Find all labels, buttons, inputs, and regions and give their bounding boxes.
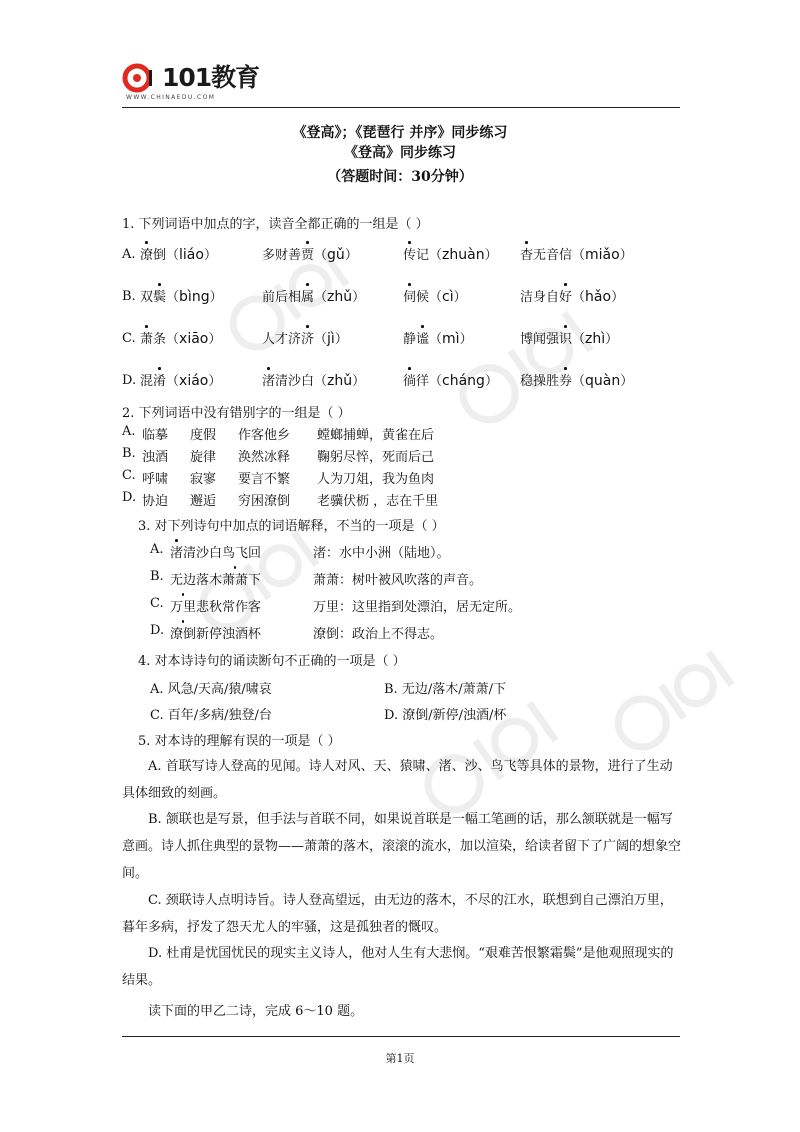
pinyin: zhì bbox=[585, 331, 606, 347]
verse-suffix: 悲秋常作客 bbox=[196, 600, 262, 615]
q1-stem: 1. 下列词语中加点的字，读音全都正确的一组是（ ） bbox=[122, 217, 429, 232]
q4-stem: 4. 对本诗诗句的诵读断句不正确的一项是（ ） bbox=[138, 654, 406, 669]
word-suffix: （ bbox=[166, 374, 180, 389]
verse-suffix: 下 bbox=[248, 573, 262, 588]
paren-close: ） bbox=[209, 290, 223, 305]
doc-subtitle: 《登高》同步练习 bbox=[344, 145, 456, 161]
pinyin: gǔ bbox=[327, 247, 345, 263]
paren-close: ） bbox=[352, 374, 366, 389]
pinyin-item bbox=[140, 370, 221, 389]
word-prefix: 洁身自 bbox=[520, 290, 560, 305]
paren-close: ） bbox=[344, 248, 358, 263]
q5-stem: 5. 对本诗的理解有误的一项是（ ） bbox=[138, 734, 341, 749]
explanation: 潦倒：政治上不得志。 bbox=[313, 627, 444, 642]
dotted-char: 属 bbox=[301, 286, 314, 305]
verse-suffix: 清沙白鸟飞回 bbox=[183, 546, 262, 561]
word-suffix: （ bbox=[314, 332, 328, 347]
pinyin-item bbox=[520, 286, 624, 305]
pinyin-item bbox=[262, 286, 365, 305]
option-label: A. bbox=[122, 247, 136, 262]
word-cell: 人为刀俎，我为鱼肉 bbox=[317, 472, 435, 487]
word-cell: 协迫 bbox=[142, 494, 169, 509]
pinyin-item bbox=[403, 370, 498, 389]
dotted-char: 伺 bbox=[403, 286, 416, 305]
pinyin: hǎo bbox=[585, 289, 612, 305]
q2-stem: 2. 下列词语中没有错别字的一组是（ ） bbox=[122, 406, 351, 421]
paren-close: ） bbox=[484, 374, 498, 389]
q5-option-a: A. 首联写诗人登高的见闻。诗人对风、天、猿啸、渚、沙、鸟飞等具体的景物，进行了生动具体细致的刻画。 bbox=[122, 759, 673, 801]
pinyin: zhuàn bbox=[442, 247, 485, 263]
dotted-char: 济 bbox=[301, 328, 314, 347]
verse-prefix: 无边落木 bbox=[170, 573, 223, 588]
brand-logo bbox=[122, 62, 282, 106]
paren-close: ） bbox=[611, 290, 625, 305]
option-text: 无边/落木/萧萧/下 bbox=[401, 682, 506, 697]
pinyin: mì bbox=[442, 331, 460, 347]
q3-stem: 3. 对下列诗句中加点的词语解释，不当的一项是（ ） bbox=[138, 519, 445, 534]
verse-suffix: 新停浊酒杯 bbox=[196, 627, 262, 642]
q4-option-a bbox=[150, 678, 272, 697]
dotted-word: 潦倒 bbox=[170, 623, 196, 642]
word-suffix: 记（ bbox=[416, 248, 443, 263]
option-label: C. bbox=[122, 331, 136, 346]
paren-close: ） bbox=[619, 248, 633, 263]
doc-title: 《登高》；《琵琶行 并序》同步练习 bbox=[292, 125, 508, 141]
option-text: 百年/多病/独登/台 bbox=[167, 708, 272, 723]
option-text: 风急/天高/猿/啸哀 bbox=[167, 682, 272, 697]
pinyin-item bbox=[403, 244, 498, 263]
option-label: C. bbox=[150, 708, 164, 723]
pinyin-item bbox=[520, 328, 618, 347]
word-prefix: 人才济 bbox=[262, 332, 302, 347]
word-prefix: 双 bbox=[140, 290, 154, 305]
pinyin-item bbox=[140, 328, 221, 347]
logo-url: WWW.CHINAEDU.COM bbox=[126, 94, 216, 101]
paren-close: ） bbox=[208, 374, 222, 389]
dotted-char: 识 bbox=[559, 328, 572, 347]
pinyin: bìng bbox=[179, 289, 210, 305]
word-cell: 浊酒 bbox=[142, 450, 169, 465]
q5-option-c: C. 颈联诗人点明诗旨。诗人登高望远，由无边的落木，不尽的江水，联想到自己漂泊万里，暮年多病，抒发了怨天尤人的牢骚，这是孤独者的慨叹。 bbox=[122, 893, 673, 935]
page-number: 第1页 bbox=[385, 1052, 415, 1065]
q5-option-d: D. 杜甫是忧国忧民的现实主义诗人，他对人生有大悲悯。“艰难苦恨繁霜鬓”是他观照现实的结果。 bbox=[122, 946, 674, 988]
dotted-char: 谧 bbox=[416, 328, 429, 347]
word-prefix: 静 bbox=[403, 332, 417, 347]
dotted-char: 渚 bbox=[262, 370, 275, 389]
q4-option-c bbox=[150, 704, 272, 723]
paren-close: ） bbox=[208, 332, 222, 347]
dotted-char: 贾 bbox=[301, 244, 314, 263]
dotted-char: 传 bbox=[403, 244, 416, 263]
verse-line bbox=[170, 569, 261, 588]
dotted-word: 渚 bbox=[170, 542, 183, 561]
pinyin: liáo bbox=[179, 247, 204, 263]
word-suffix: （ bbox=[314, 290, 328, 305]
option-label: D. bbox=[150, 623, 165, 638]
header-rule bbox=[122, 107, 680, 108]
dotted-char: 徜 bbox=[403, 370, 416, 389]
explanation: 万里：这里指到处漂泊，居无定所。 bbox=[313, 600, 522, 615]
pinyin: miǎo bbox=[585, 247, 620, 263]
paren-close: ） bbox=[453, 290, 467, 305]
verse-line bbox=[170, 596, 261, 615]
word-suffix: （ bbox=[572, 290, 586, 305]
pinyin-item bbox=[140, 244, 217, 263]
word-suffix: （ bbox=[166, 290, 180, 305]
option-label: A. bbox=[150, 542, 164, 557]
word-cell: 涣然冰释 bbox=[238, 450, 291, 465]
option-label: C. bbox=[150, 596, 164, 611]
word-cell: 旋律 bbox=[190, 450, 217, 465]
word-prefix: 稳操胜 bbox=[520, 374, 560, 389]
dotted-char: 杳 bbox=[520, 244, 533, 263]
logo-text: 101教育 bbox=[162, 63, 260, 92]
q4-option-d bbox=[384, 704, 506, 723]
answer-time: （答题时间：30分钟） bbox=[327, 169, 473, 185]
option-label: A. bbox=[122, 424, 136, 439]
word-suffix: （ bbox=[572, 374, 586, 389]
word-suffix: （ bbox=[572, 332, 586, 347]
paren-close: ） bbox=[334, 332, 348, 347]
q5-option-b: B. 颔联也是写景，但手法与首联不同，如果说首联是一幅工笔画的话，那么颔联就是一幅写意画。诗人抓住典型的景物——萧萧的落木，滚滚的流水，加以渲染，给读者留下了广阔的想象空间。 bbox=[122, 812, 682, 881]
word-suffix: 徉（ bbox=[416, 374, 443, 389]
pinyin-item bbox=[262, 370, 365, 389]
word-cell: 螳螂捕蝉，黄雀在后 bbox=[317, 428, 435, 443]
word-cell: 鞠躬尽悴，死而后己 bbox=[317, 450, 435, 465]
dotted-char: 鬓 bbox=[153, 286, 166, 305]
word-prefix: 混 bbox=[140, 374, 154, 389]
dotted-char: 券 bbox=[559, 370, 572, 389]
word-prefix: 多财善 bbox=[262, 248, 302, 263]
option-label: D. bbox=[122, 490, 137, 505]
word-prefix: 博闻强 bbox=[520, 332, 560, 347]
verse-line bbox=[170, 542, 261, 561]
pinyin-item bbox=[140, 286, 223, 305]
dotted-word: 萧萧 bbox=[222, 569, 248, 588]
pinyin: zhǔ bbox=[327, 289, 353, 305]
q4-option-b bbox=[384, 678, 506, 697]
pinyin: cháng bbox=[442, 373, 485, 389]
pinyin: quàn bbox=[585, 373, 621, 389]
option-label: C. bbox=[122, 468, 136, 483]
word-cell: 呼啸 bbox=[142, 472, 169, 487]
pinyin: xiáo bbox=[179, 373, 209, 389]
pinyin-item bbox=[403, 328, 473, 347]
pinyin-item bbox=[520, 370, 633, 389]
word-prefix: 前后相 bbox=[262, 290, 302, 305]
word-suffix: 清沙白（ bbox=[275, 374, 328, 389]
footer-rule bbox=[122, 1036, 680, 1037]
option-label: B. bbox=[150, 569, 164, 584]
explanation: 渚：水中小洲（陆地）。 bbox=[313, 546, 450, 561]
word-suffix: 条（ bbox=[153, 332, 180, 347]
explanation: 萧萧：树叶被风吹落的声音。 bbox=[313, 573, 483, 588]
verse-line bbox=[170, 623, 261, 642]
option-label: B. bbox=[122, 289, 136, 304]
word-cell: 寂寥 bbox=[190, 472, 217, 487]
paren-close: ） bbox=[352, 290, 366, 305]
pinyin: xiāo bbox=[179, 331, 209, 347]
word-cell: 穷困潦倒 bbox=[238, 494, 291, 509]
dotted-char: 萧 bbox=[140, 328, 153, 347]
pinyin-item bbox=[520, 244, 633, 263]
dotted-char: 好 bbox=[559, 286, 572, 305]
pinyin-item bbox=[262, 328, 348, 347]
dotted-char: 潦 bbox=[140, 244, 153, 263]
watermark-logo-icon bbox=[590, 640, 760, 760]
word-cell: 要言不繁 bbox=[238, 472, 291, 487]
option-label: B. bbox=[122, 446, 136, 461]
word-suffix: 倒（ bbox=[153, 248, 180, 263]
option-label: D. bbox=[384, 708, 399, 723]
word-cell: 邂逅 bbox=[190, 494, 217, 509]
option-label: B. bbox=[384, 682, 398, 697]
paren-close: ） bbox=[620, 374, 634, 389]
paren-close: ） bbox=[605, 332, 619, 347]
option-label: D. bbox=[122, 373, 137, 388]
pinyin: cì bbox=[442, 289, 454, 305]
word-cell: 老骥伏枥 ，志在千里 bbox=[317, 494, 439, 509]
pinyin: jì bbox=[327, 331, 335, 347]
watermark-logo-icon bbox=[430, 300, 630, 430]
option-label: A. bbox=[150, 682, 164, 697]
word-suffix: （ bbox=[429, 332, 443, 347]
word-cell: 临摹 bbox=[142, 428, 169, 443]
word-suffix: 候（ bbox=[416, 290, 443, 305]
word-suffix: （ bbox=[314, 248, 328, 263]
reading-instruction: 读下面的甲乙二诗，完成 6～10 题。 bbox=[148, 1004, 364, 1019]
pinyin: zhǔ bbox=[327, 373, 353, 389]
option-text: 潦倒/新停/浊酒/杯 bbox=[402, 708, 507, 723]
pinyin-item bbox=[403, 286, 467, 305]
dotted-char: 淆 bbox=[153, 370, 166, 389]
pinyin-item bbox=[262, 244, 358, 263]
paren-close: ） bbox=[484, 248, 498, 263]
word-suffix: 无音信（ bbox=[533, 248, 586, 263]
word-cell: 度假 bbox=[190, 428, 217, 443]
logo-ring-icon bbox=[122, 62, 162, 94]
word-cell: 作客他乡 bbox=[238, 428, 291, 443]
paren-close: ） bbox=[459, 332, 473, 347]
dotted-word: 万里 bbox=[170, 596, 196, 615]
paren-close: ） bbox=[203, 248, 217, 263]
